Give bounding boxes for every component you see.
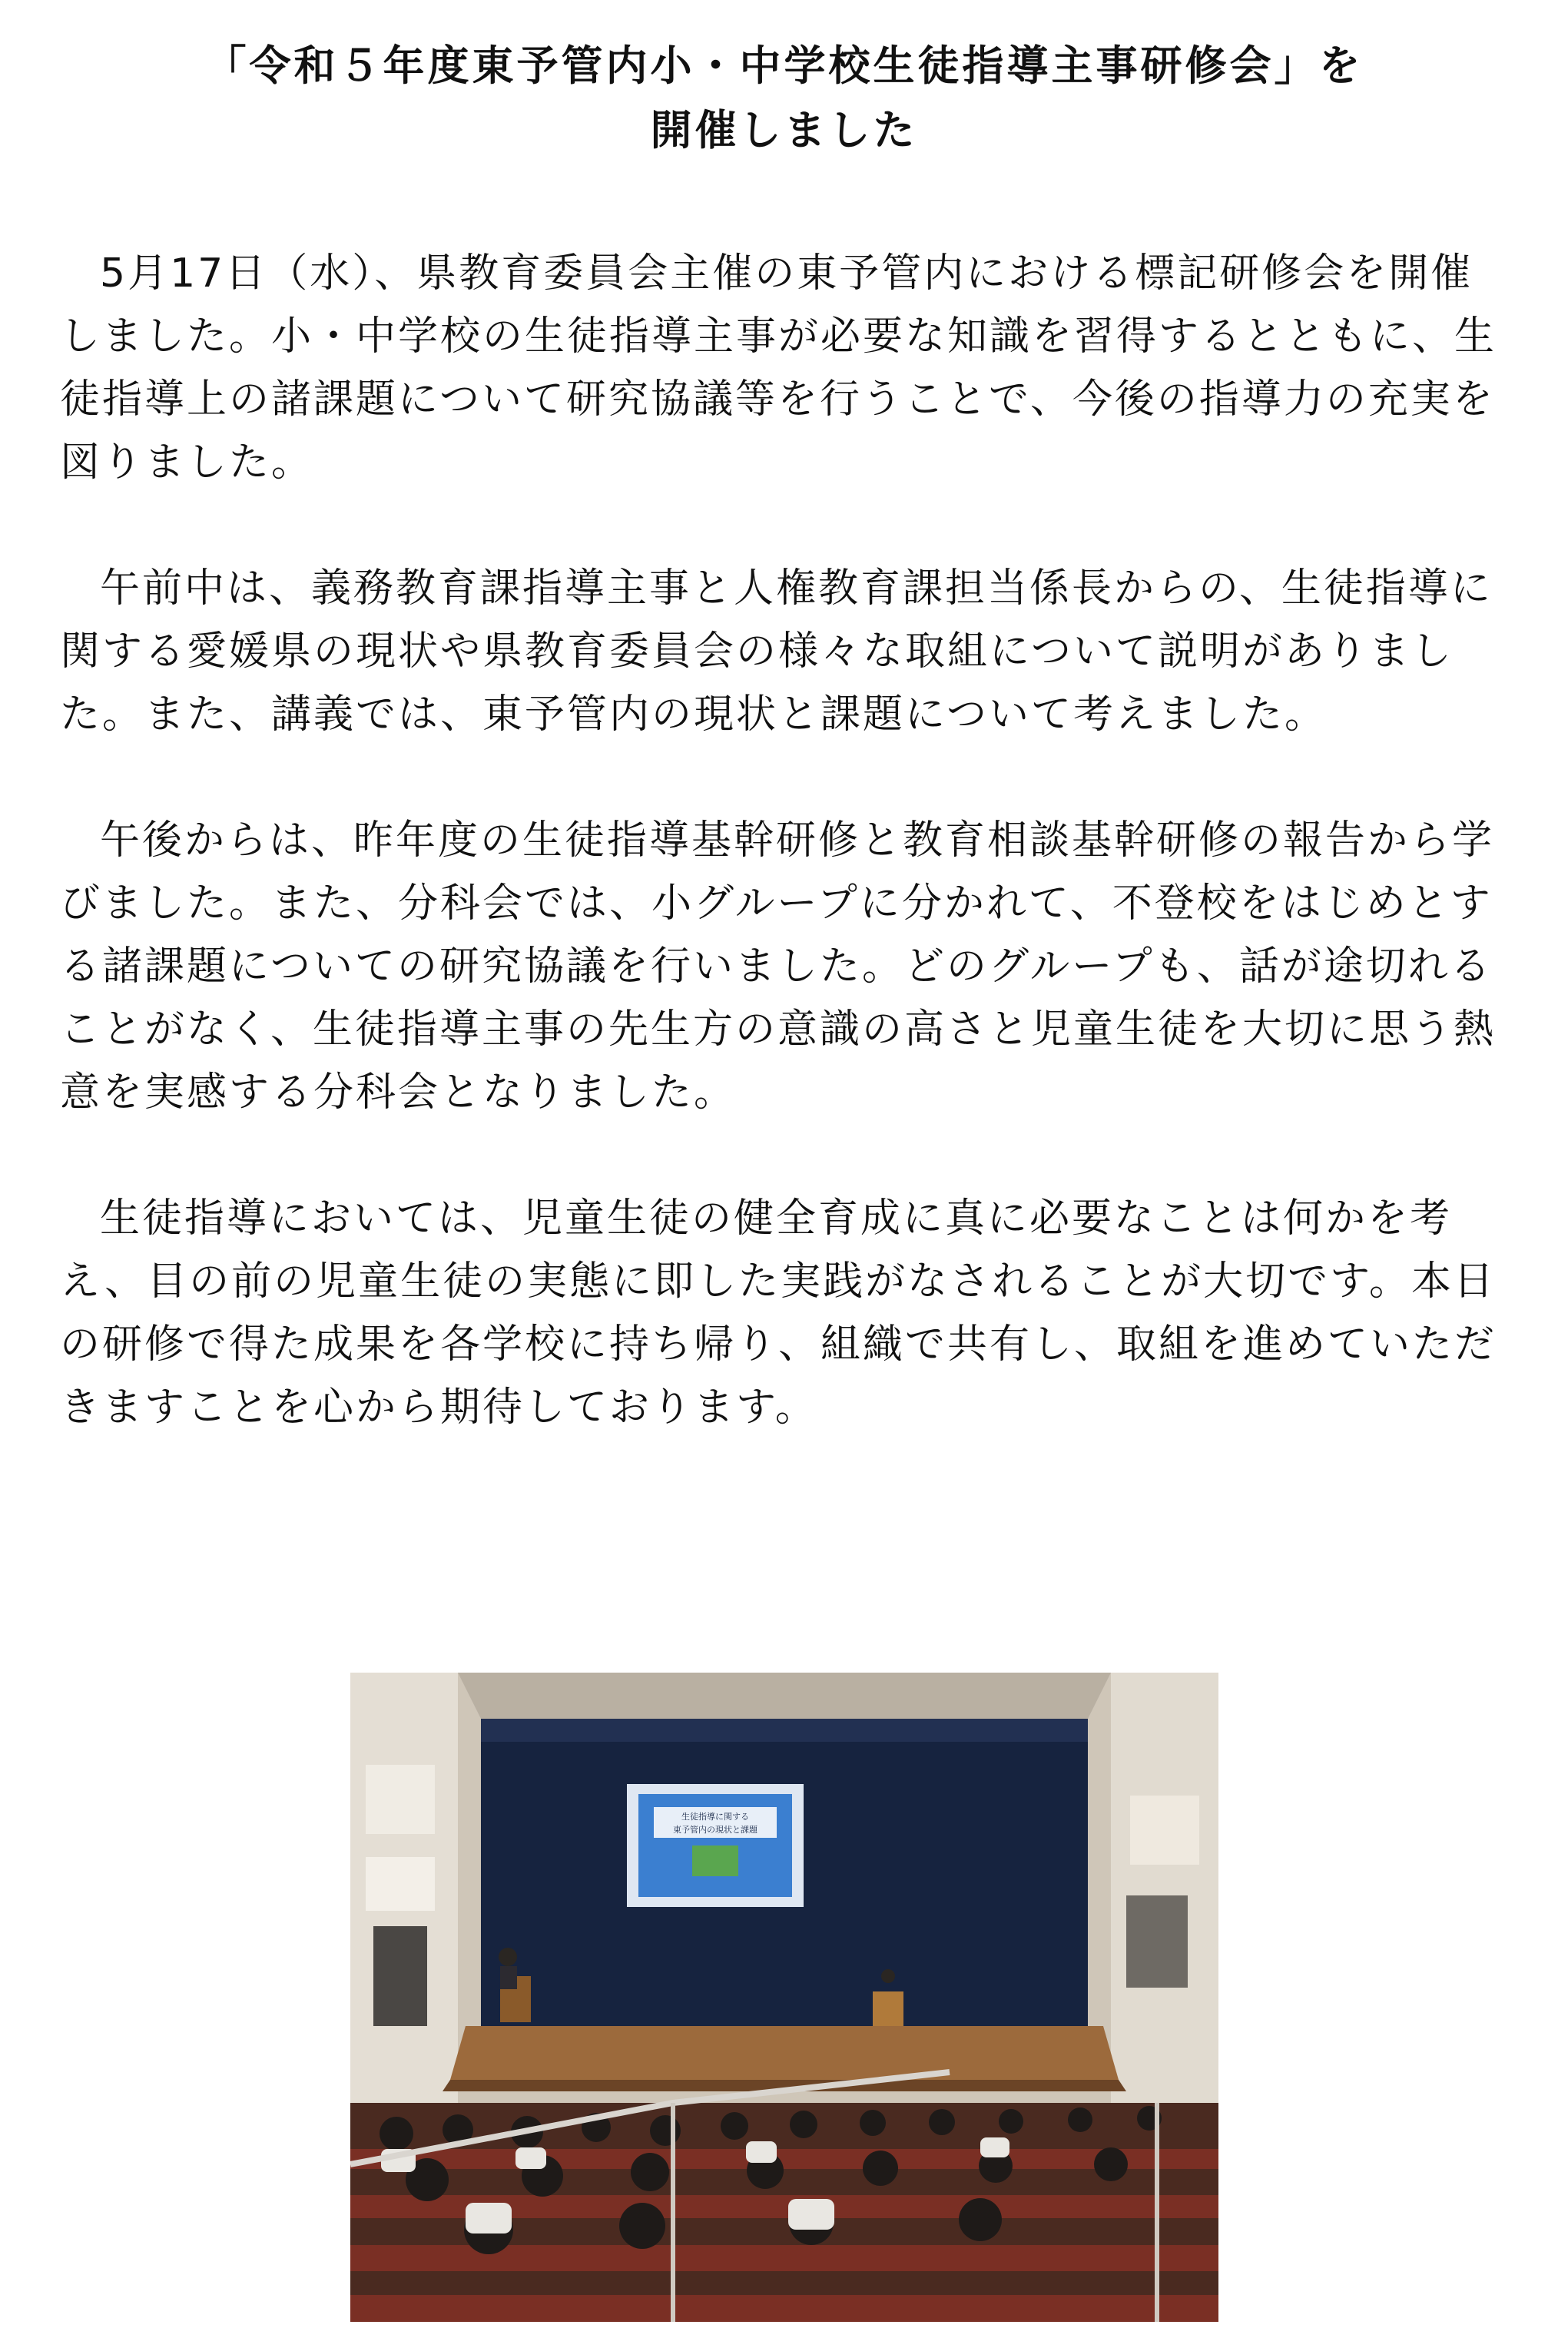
seminar-hall-photo (350, 1673, 1218, 2322)
title-line-2: 開催しました (650, 106, 918, 154)
title-line-1: 「令和５年度東予管内小・中学校生徒指導主事研修会」を (204, 41, 1364, 90)
slide-subtitle: 東予管内の現状と課題 (673, 1825, 757, 1835)
paragraph-2: 午前中は、義務教育課指導主事と人権教育課担当係長からの、生徒指導に関する愛媛県の現状や県教育委員会の様々な取組について説明がありました。また、講義では、東予管内の現状と課題について考えました。 (60, 565, 1493, 738)
article-body (60, 242, 1512, 1439)
paragraph-1: 5月17日（水）、県教育委員会主催の東予管内における標記研修会を開催しました。小・中学校の生徒指導主事が必要な知識を習得するとともに、生徒指導上の諸課題について研究協議等を行うことで、今後の指導力の充実を図りました。 (60, 250, 1497, 486)
paragraph-4: 生徒指導においては、児童生徒の健全育成に真に必要なことは何かを考え、目の前の児童生徒の実態に即した実践がなされることが大切です。本日の研修で得た成果を各学校に持ち帰り、組織で共有し、取組を進めていただきますことを心から期待しております。 (60, 1196, 1497, 1431)
paragraph-3: 午後からは、昨年度の生徒指導基幹研修と教育相談基幹研修の報告から学びました。また、分科会では、小グループに分かれて、不登校をはじめとする諸課題についての研究協議を行いました。どのグループも、話が途切れることがなく、生徒指導主事の先生方の意識の高さと児童生徒を大切に思う熱意を実感する分科会となりました。 (60, 817, 1496, 1116)
slide-title: 生徒指導に関する (681, 1812, 749, 1822)
page-title (0, 34, 1568, 163)
